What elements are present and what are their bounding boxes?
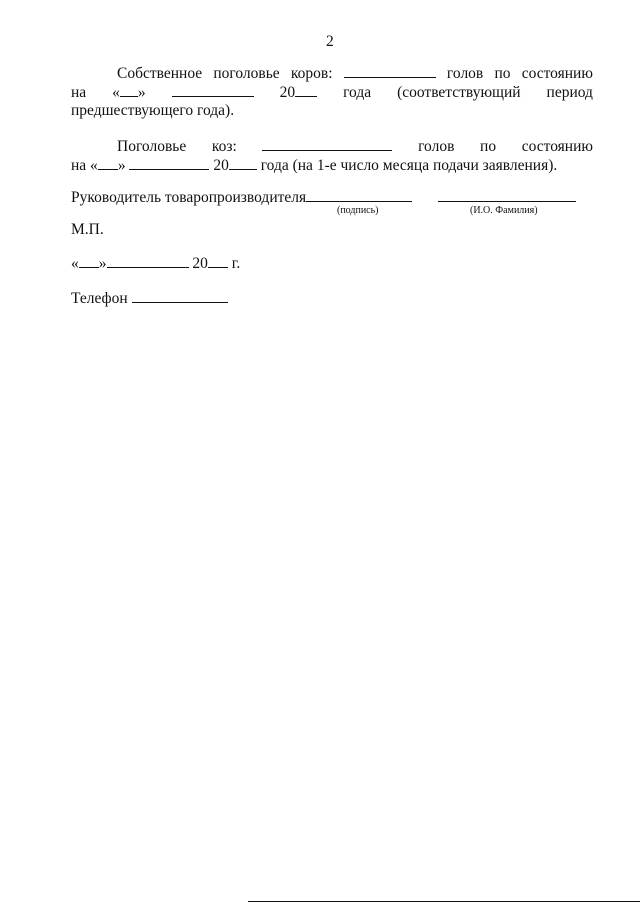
phone-line	[71, 290, 228, 307]
phone-label: Телефон	[71, 290, 128, 307]
goats-after-1: голов	[418, 138, 455, 155]
goats-line-1	[117, 138, 593, 155]
cows-label-1: Собственное	[117, 65, 203, 82]
date-month-field[interactable]	[107, 255, 189, 268]
date-day-field[interactable]	[79, 255, 99, 268]
cows-line-3: предшествующего года).	[71, 102, 235, 119]
cows-label-2: поголовье	[213, 65, 280, 82]
quote-open: «	[112, 84, 120, 101]
cows-year	[280, 84, 318, 101]
page-number: 2	[326, 33, 334, 50]
goats-label-2: коз:	[211, 138, 237, 155]
goats-label-1: Поголовье	[117, 138, 187, 155]
goats-na: на «	[71, 157, 98, 174]
goats-line-2	[71, 157, 557, 174]
signature-field[interactable]	[306, 201, 412, 202]
head-label: Руководитель товаропроизводителя	[71, 189, 307, 206]
cows-paren-2: период	[546, 84, 593, 101]
cows-label-3: коров:	[290, 65, 333, 82]
quote-close: »	[98, 255, 107, 272]
year-prefix: 20	[279, 84, 296, 101]
date-year-field[interactable]	[208, 255, 228, 268]
date-line	[71, 255, 240, 272]
goats-month-field[interactable]	[129, 157, 209, 170]
cows-god: года	[343, 84, 372, 101]
cows-count-field[interactable]	[344, 65, 436, 78]
goats-tail: года (на 1-е число месяца подачи заявления).	[260, 157, 558, 174]
cows-day-field[interactable]	[120, 84, 138, 97]
cows-after-2: по	[494, 65, 511, 82]
goats-year-field[interactable]	[229, 157, 257, 170]
stamp-label: М.П.	[71, 221, 104, 238]
goats-day-field[interactable]	[98, 157, 118, 170]
cows-paren-1: (соответствующий	[397, 84, 521, 101]
cows-year-field[interactable]	[295, 84, 317, 97]
cows-after-3: состоянию	[521, 65, 593, 82]
full-name-field[interactable]	[438, 201, 576, 202]
bottom-rule	[248, 901, 640, 902]
quote-close: »	[137, 84, 146, 101]
cows-month-field[interactable]	[172, 84, 254, 97]
name-caption: (И.О. Фамилия)	[470, 205, 538, 216]
cows-line-2	[71, 84, 593, 101]
quote-open: «	[71, 255, 79, 272]
cows-after-1: голов	[446, 65, 484, 82]
date-suffix: г.	[231, 255, 241, 272]
year-prefix: 20	[213, 157, 229, 174]
cows-date-day	[112, 84, 146, 101]
phone-field[interactable]	[132, 290, 228, 303]
goats-count-field[interactable]	[262, 138, 392, 151]
cows-line-1	[117, 65, 593, 82]
goats-after-2: по	[480, 138, 497, 155]
cows-na: на	[71, 84, 87, 101]
year-prefix: 20	[192, 255, 208, 272]
goats-after-3: состоянию	[521, 138, 593, 155]
quote-close: »	[117, 157, 126, 174]
signature-caption: (подпись)	[337, 205, 379, 216]
